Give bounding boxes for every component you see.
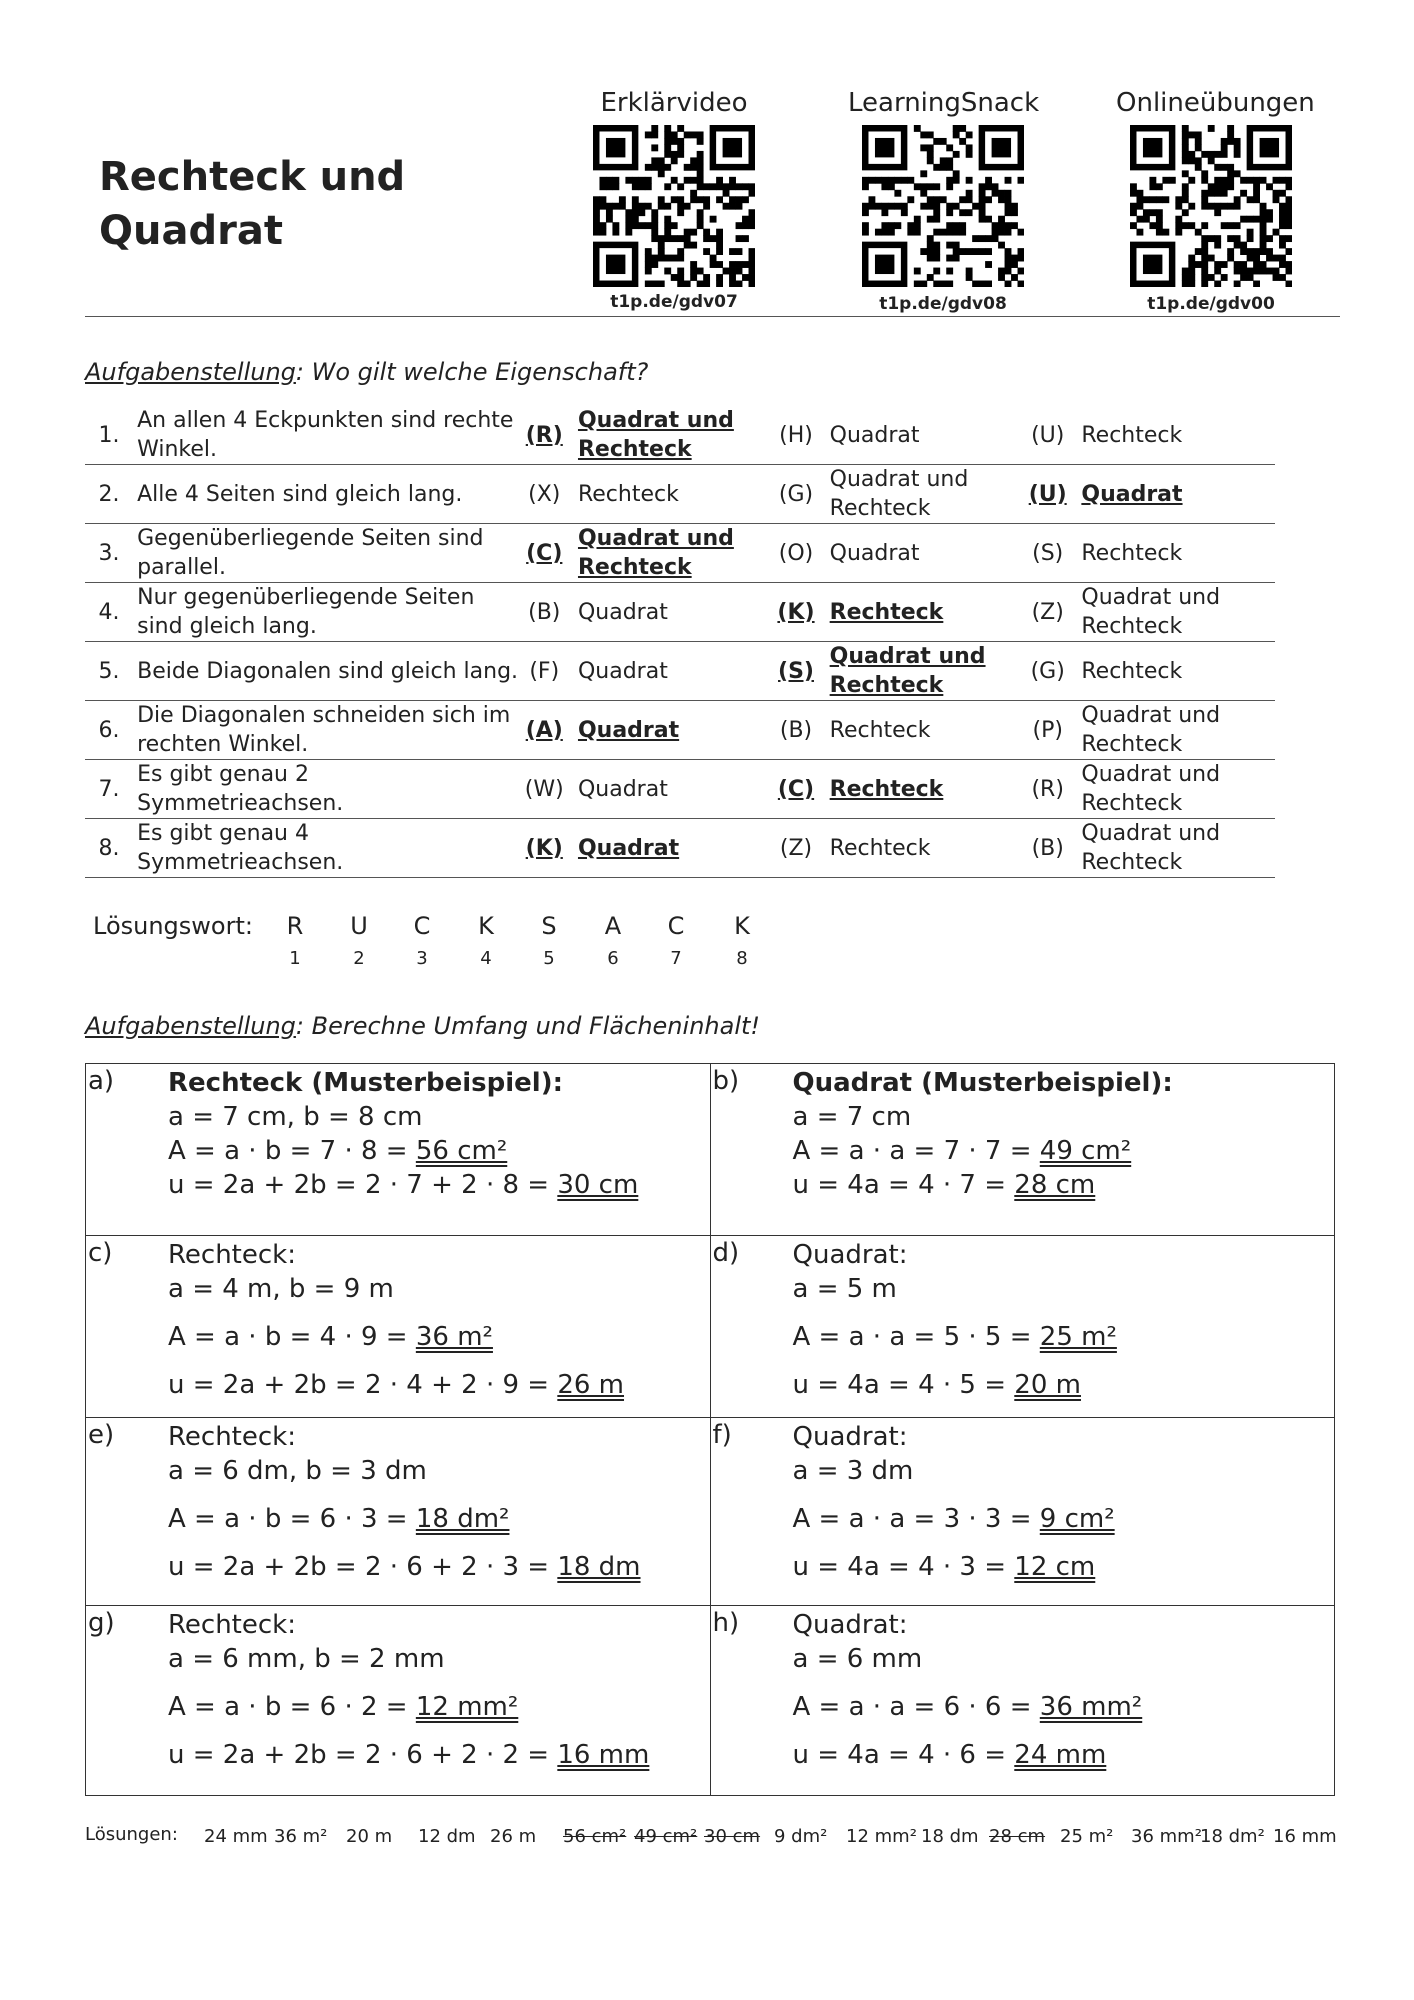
property-statement: Beide Diagonalen sind gleich lang. [133,642,520,701]
correct-option-letter: (C) [521,524,568,583]
row-number: 8. [85,819,133,878]
perimeter-answer: 12 cm [1014,1552,1096,1582]
area-formula-text: A = a · b = 6 · 2 = [168,1692,416,1722]
area-formula [793,1320,1335,1354]
option-letter: (Z) [1024,583,1071,642]
option-text: Quadrat und Rechteck [820,465,1024,524]
property-statement: An allen 4 Eckpunkten sind rechte Winkel. [133,406,520,465]
correct-option-letter: (S) [772,642,819,701]
calculation-table [85,1063,1335,1796]
option-text: Quadrat und Rechteck [1071,583,1275,642]
area-answer: 56 cm² [415,1136,508,1166]
page-title [99,150,405,258]
qr-label-onlineuebungen: Onlineübungen [1116,88,1315,118]
qr-code-icon[interactable] [593,125,755,287]
option-text: Rechteck [1071,406,1275,465]
solution-value: 9 dm² [774,1826,828,1847]
calc-shape-title: Quadrat: [792,1610,908,1640]
calc-cell [86,1236,711,1418]
option-text: Quadrat [820,406,1024,465]
footer-solutions-label: Lösungen: [85,1824,178,1845]
correct-option-letter: (C) [772,760,819,819]
option-text: Quadrat [568,642,772,701]
row-number: 2. [85,465,133,524]
solution-letter-number: 4 [480,948,492,969]
row-number: 1. [85,406,133,465]
correct-option-text: Quadrat [568,819,772,878]
solution-letter-number: 5 [543,948,555,969]
perimeter-formula [793,1738,1335,1772]
correct-option-letter: (U) [1024,465,1071,524]
row-number: 5. [85,642,133,701]
perimeter-formula [168,1550,710,1584]
property-statement: Nur gegenüberliegende Seiten sind gleich lang. [133,583,520,642]
perimeter-formula-text: u = 2a + 2b = 2 · 6 + 2 · 2 = [168,1740,558,1770]
solution-letter-number: 2 [353,948,365,969]
calc-given-values: a = 6 mm [792,1644,923,1674]
calc-cell [86,1418,711,1606]
solution-value-used: 56 cm² [563,1826,627,1847]
solution-letter: S [541,912,557,940]
calc-cell-body [711,1606,1335,1772]
qr-code-icon[interactable] [862,125,1024,287]
calc-given-values: a = 6 dm, b = 3 dm [168,1456,427,1486]
calc-given-values: a = 3 dm [792,1456,914,1486]
option-text: Rechteck [820,701,1024,760]
option-letter: (P) [1024,701,1071,760]
qr-label-erklaervideo: Erklärvideo [600,88,748,118]
solution-letter: U [350,912,368,940]
calc-given-values: a = 7 cm [792,1102,912,1132]
area-formula [793,1134,1335,1168]
solution-value-used: 30 cm [704,1826,761,1847]
calc-cell [710,1606,1335,1796]
option-letter: (B) [1024,819,1071,878]
option-text: Quadrat [568,760,772,819]
option-letter: (G) [772,465,819,524]
solution-letter-number: 6 [607,948,619,969]
calc-cell-body [86,1064,710,1202]
calc-cell-content [86,1418,710,1584]
solution-value: 24 mm [204,1826,268,1847]
calc-shape-title: Quadrat: [792,1240,908,1270]
area-formula-text: A = a · b = 4 · 9 = [168,1322,416,1352]
title-line-2: Quadrat [99,208,283,254]
calc-cell-body [711,1418,1335,1584]
solution-letter-number: 3 [416,948,428,969]
area-answer: 25 m² [1039,1322,1117,1352]
calc-cell-label: c) [88,1238,113,1268]
area-formula-text: A = a · a = 7 · 7 = [792,1136,1040,1166]
property-row [85,583,1275,642]
calc-cell-label: a) [88,1066,115,1096]
option-text: Rechteck [568,465,772,524]
calc-cell-body [86,1418,710,1584]
area-answer: 9 cm² [1039,1504,1115,1534]
perimeter-formula-text: u = 4a = 4 · 6 = [792,1740,1015,1770]
calc-cell-content [86,1064,710,1202]
task1-prefix: Aufgabenstellung [85,358,296,386]
calc-cell-content [711,1418,1335,1584]
calc-cell-body [711,1064,1335,1202]
solution-letter-number: 8 [736,948,748,969]
perimeter-answer: 16 mm [557,1740,650,1770]
title-line-1: Rechteck und [99,154,406,200]
correct-option-text: Rechteck [820,583,1024,642]
calc-cell-label: b) [712,1066,740,1096]
option-text: Quadrat [820,524,1024,583]
property-statement: Alle 4 Seiten sind gleich lang. [133,465,520,524]
calc-cell-content [711,1064,1335,1202]
correct-option-letter: (A) [521,701,568,760]
qr-url-gdv08[interactable]: t1p.de/gdv08 [879,294,1007,314]
solution-value: 20 m [346,1826,393,1847]
property-row [85,524,1275,583]
area-formula [793,1690,1335,1724]
area-formula-text: A = a · a = 3 · 3 = [792,1504,1040,1534]
solution-letter-number: 7 [670,948,682,969]
option-letter: (H) [772,406,819,465]
perimeter-formula [793,1168,1335,1202]
qr-label-learningsnack: LearningSnack [848,88,1040,118]
property-statement: Gegenüberliegende Seiten sind parallel. [133,524,520,583]
correct-option-text: Quadrat [568,701,772,760]
calc-cell-body [86,1606,710,1772]
perimeter-formula-text: u = 2a + 2b = 2 · 4 + 2 · 9 = [168,1370,558,1400]
header-divider [85,316,1340,317]
option-text: Quadrat [568,583,772,642]
option-letter: (R) [1024,760,1071,819]
perimeter-answer: 24 mm [1014,1740,1107,1770]
solution-value: 25 m² [1060,1826,1114,1847]
option-text: Rechteck [820,819,1024,878]
perimeter-formula [168,1368,710,1402]
solution-value-used: 49 cm² [634,1826,698,1847]
option-text: Rechteck [1071,524,1275,583]
calc-cell [86,1606,711,1796]
calc-cell [710,1236,1335,1418]
calc-cell-label: g) [88,1608,115,1638]
perimeter-formula-text: u = 4a = 4 · 5 = [792,1370,1015,1400]
area-formula [168,1502,710,1536]
perimeter-formula [168,1738,710,1772]
area-formula-text: A = a · a = 6 · 6 = [792,1692,1040,1722]
calc-shape-title: Quadrat (Musterbeispiel): [792,1068,1173,1098]
property-statement: Die Diagonalen schneiden sich im rechten Winkel. [133,701,520,760]
calc-row [86,1064,1335,1236]
area-formula [168,1690,710,1724]
area-answer: 36 m² [415,1322,493,1352]
solution-value: 12 dm [418,1826,476,1847]
calc-shape-title: Rechteck: [168,1240,296,1270]
solution-letter-number: 1 [289,948,301,969]
area-answer: 18 dm² [415,1504,510,1534]
calc-cell-content [86,1236,710,1402]
correct-option-text: Rechteck [820,760,1024,819]
option-letter: (S) [1024,524,1071,583]
solution-value: 26 m [490,1826,537,1847]
solution-value: 36 mm² [1131,1826,1202,1847]
calc-given-values: a = 7 cm, b = 8 cm [168,1102,423,1132]
calc-cell [86,1064,711,1236]
correct-option-letter: (K) [772,583,819,642]
area-formula-text: A = a · a = 5 · 5 = [792,1322,1040,1352]
option-text: Quadrat und Rechteck [1071,819,1275,878]
perimeter-answer: 28 cm [1014,1170,1096,1200]
perimeter-formula [168,1168,710,1202]
calc-cell-content [711,1236,1335,1402]
area-formula [793,1502,1335,1536]
calc-cell-body [711,1236,1335,1402]
perimeter-answer: 26 m [557,1370,625,1400]
correct-option-text: Quadrat [1071,465,1275,524]
perimeter-formula [793,1550,1335,1584]
calc-cell-content [711,1606,1335,1772]
task1-heading [85,358,648,386]
option-letter: (F) [521,642,568,701]
task2-prefix: Aufgabenstellung [85,1012,296,1040]
area-formula [168,1134,710,1168]
correct-option-text: Quadrat und Rechteck [820,642,1024,701]
property-statement: Es gibt genau 2 Symmetrieachsen. [133,760,520,819]
area-answer: 49 cm² [1039,1136,1132,1166]
solution-word-label: Lösungswort: [93,912,253,940]
correct-option-letter: (K) [521,819,568,878]
calc-given-values: a = 6 mm, b = 2 mm [168,1644,445,1674]
property-row [85,642,1275,701]
calc-given-values: a = 4 m, b = 9 m [168,1274,394,1304]
perimeter-formula-text: u = 2a + 2b = 2 · 7 + 2 · 8 = [168,1170,558,1200]
task2-text: : Berechne Umfang und Flächeninhalt! [295,1012,761,1040]
option-letter: (U) [1024,406,1071,465]
option-text: Quadrat und Rechteck [1071,760,1275,819]
calc-row [86,1418,1335,1606]
area-formula [168,1320,710,1354]
option-letter: (W) [521,760,568,819]
correct-option-letter: (R) [521,406,568,465]
correct-option-text: Quadrat und Rechteck [568,524,772,583]
option-text: Rechteck [1071,642,1275,701]
solution-letter: K [734,912,750,940]
row-number: 3. [85,524,133,583]
property-row [85,465,1275,524]
qr-url-gdv00[interactable]: t1p.de/gdv00 [1147,294,1275,314]
calc-shape-title: Rechteck: [168,1422,296,1452]
perimeter-formula-text: u = 4a = 4 · 3 = [792,1552,1015,1582]
solution-letter: C [667,912,685,940]
option-text: Quadrat und Rechteck [1071,701,1275,760]
solution-value: 12 mm² [846,1826,917,1847]
calc-cell-label: f) [712,1420,732,1450]
option-letter: (G) [1024,642,1071,701]
calc-cell [710,1418,1335,1606]
perimeter-formula-text: u = 2a + 2b = 2 · 6 + 2 · 3 = [168,1552,558,1582]
task1-text: : Wo gilt welche Eigenschaft? [295,358,649,386]
correct-option-text: Quadrat und Rechteck [568,406,772,465]
task2-heading [85,1012,760,1040]
calc-cell [710,1064,1335,1236]
area-answer: 12 mm² [415,1692,519,1722]
calc-cell-label: e) [88,1420,115,1450]
calc-given-values: a = 5 m [792,1274,897,1304]
option-letter: (X) [521,465,568,524]
row-number: 7. [85,760,133,819]
calc-cell-content [86,1606,710,1772]
properties-table [85,406,1275,878]
calc-shape-title: Rechteck: [168,1610,296,1640]
solution-letter: A [604,912,622,940]
perimeter-answer: 18 dm [557,1552,641,1582]
area-answer: 36 mm² [1039,1692,1143,1722]
area-formula-text: A = a · b = 6 · 3 = [168,1504,416,1534]
property-statement: Es gibt genau 4 Symmetrieachsen. [133,819,520,878]
perimeter-formula-text: u = 4a = 4 · 7 = [792,1170,1015,1200]
solution-value: 18 dm² [1200,1826,1265,1847]
property-row [85,760,1275,819]
option-letter: (O) [772,524,819,583]
property-row [85,406,1275,465]
solution-value: 18 dm [921,1826,979,1847]
qr-code-icon[interactable] [1130,125,1292,287]
option-letter: (B) [521,583,568,642]
solution-letter: R [286,912,304,940]
perimeter-answer: 30 cm [557,1170,639,1200]
area-formula-text: A = a · b = 7 · 8 = [168,1136,416,1166]
property-row [85,701,1275,760]
calc-shape-title: Rechteck (Musterbeispiel): [168,1068,564,1098]
calc-cell-label: d) [712,1238,740,1268]
property-row [85,819,1275,878]
calc-shape-title: Quadrat: [792,1422,908,1452]
solution-value: 36 m² [274,1826,328,1847]
calc-row [86,1606,1335,1796]
calc-row [86,1236,1335,1418]
perimeter-answer: 20 m [1014,1370,1081,1400]
solution-value: 16 mm [1273,1826,1337,1847]
solution-value-used: 28 cm [989,1826,1046,1847]
option-letter: (Z) [772,819,819,878]
calc-cell-label: h) [712,1608,740,1638]
perimeter-formula [793,1368,1335,1402]
solution-letter: C [413,912,431,940]
row-number: 6. [85,701,133,760]
qr-url-gdv07[interactable]: t1p.de/gdv07 [610,292,738,312]
solution-letter: K [478,912,494,940]
row-number: 4. [85,583,133,642]
option-letter: (B) [772,701,819,760]
calc-cell-body [86,1236,710,1402]
